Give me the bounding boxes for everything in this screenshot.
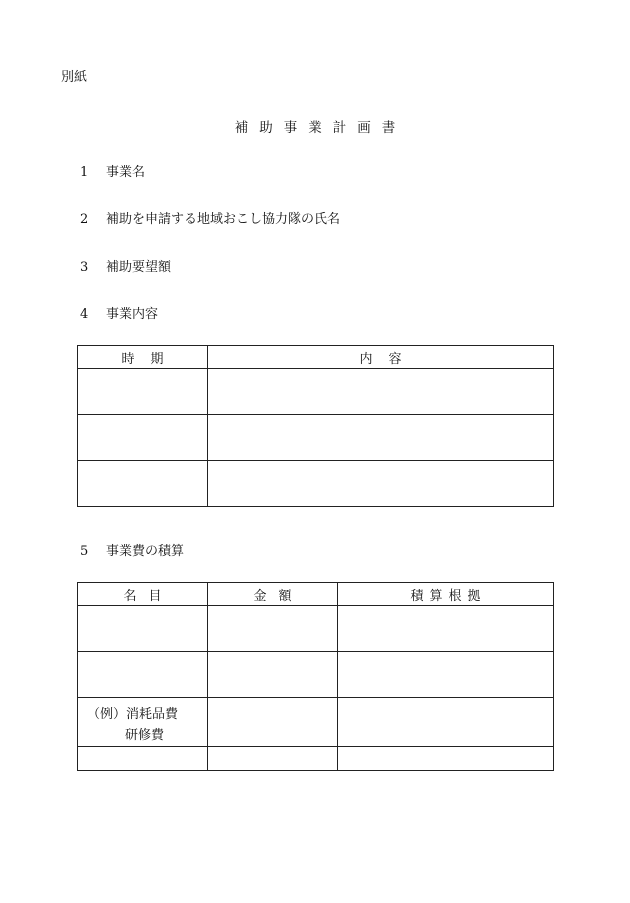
- section-5-heading: [80, 540, 184, 559]
- cost-basis-cell[interactable]: [338, 652, 554, 698]
- plan-content-cell[interactable]: [208, 461, 554, 507]
- cost-amount-cell[interactable]: [208, 698, 338, 747]
- section-4-number: 4: [80, 307, 89, 322]
- plan-header-content: 内容: [208, 346, 554, 369]
- table-row: [78, 652, 554, 698]
- cost-total-label-cell[interactable]: [78, 747, 208, 771]
- section-2-heading: [80, 208, 340, 227]
- section-1-heading: [80, 161, 145, 180]
- section-2-number: 2: [80, 212, 89, 227]
- section-4-label: 事業内容: [106, 307, 159, 322]
- cost-item-cell[interactable]: [78, 652, 208, 698]
- section-3-heading: [80, 256, 171, 275]
- cost-item-cell[interactable]: [78, 606, 208, 652]
- section-5-label: 事業費の積算: [106, 544, 185, 559]
- document-title: 補助事業計画書: [234, 120, 407, 136]
- section-1-number: 1: [80, 165, 89, 180]
- cost-amount-cell[interactable]: [208, 606, 338, 652]
- plan-period-cell[interactable]: [78, 415, 208, 461]
- cost-example-line-2: 研修費: [125, 728, 165, 743]
- section-4-heading: [80, 303, 158, 322]
- section-1-label: 事業名: [106, 165, 146, 180]
- cost-total-amount-cell[interactable]: [208, 747, 338, 771]
- cost-total-basis-cell[interactable]: [338, 747, 554, 771]
- table-row: [78, 698, 554, 747]
- table-row: [78, 606, 554, 652]
- table-row: [78, 369, 554, 415]
- plan-header-period: 時期: [78, 346, 208, 369]
- section-3-number: 3: [80, 260, 89, 275]
- plan-table: [77, 345, 554, 507]
- cost-header-item: 名目: [78, 583, 208, 606]
- section-3-label: 補助要望額: [106, 260, 172, 275]
- cost-table-header-row: [78, 583, 554, 606]
- cost-basis-cell[interactable]: [338, 698, 554, 747]
- cost-example-cell[interactable]: [78, 698, 208, 747]
- section-5-number: 5: [80, 544, 89, 559]
- cost-header-amount: 金額: [208, 583, 338, 606]
- plan-period-cell[interactable]: [78, 461, 208, 507]
- attachment-label: 別紙: [61, 70, 88, 85]
- cost-basis-cell[interactable]: [338, 606, 554, 652]
- plan-table-header-row: [78, 346, 554, 369]
- plan-period-cell[interactable]: [78, 369, 208, 415]
- plan-content-cell[interactable]: [208, 369, 554, 415]
- cost-example-line-1: （例）消耗品費: [87, 707, 179, 722]
- table-row: [78, 747, 554, 771]
- table-row: [78, 461, 554, 507]
- plan-content-cell[interactable]: [208, 415, 554, 461]
- cost-amount-cell[interactable]: [208, 652, 338, 698]
- table-row: [78, 415, 554, 461]
- cost-header-basis: 積算根拠: [338, 583, 554, 606]
- section-2-label: 補助を申請する地域おこし協力隊の氏名: [106, 212, 341, 227]
- cost-table: [77, 582, 554, 771]
